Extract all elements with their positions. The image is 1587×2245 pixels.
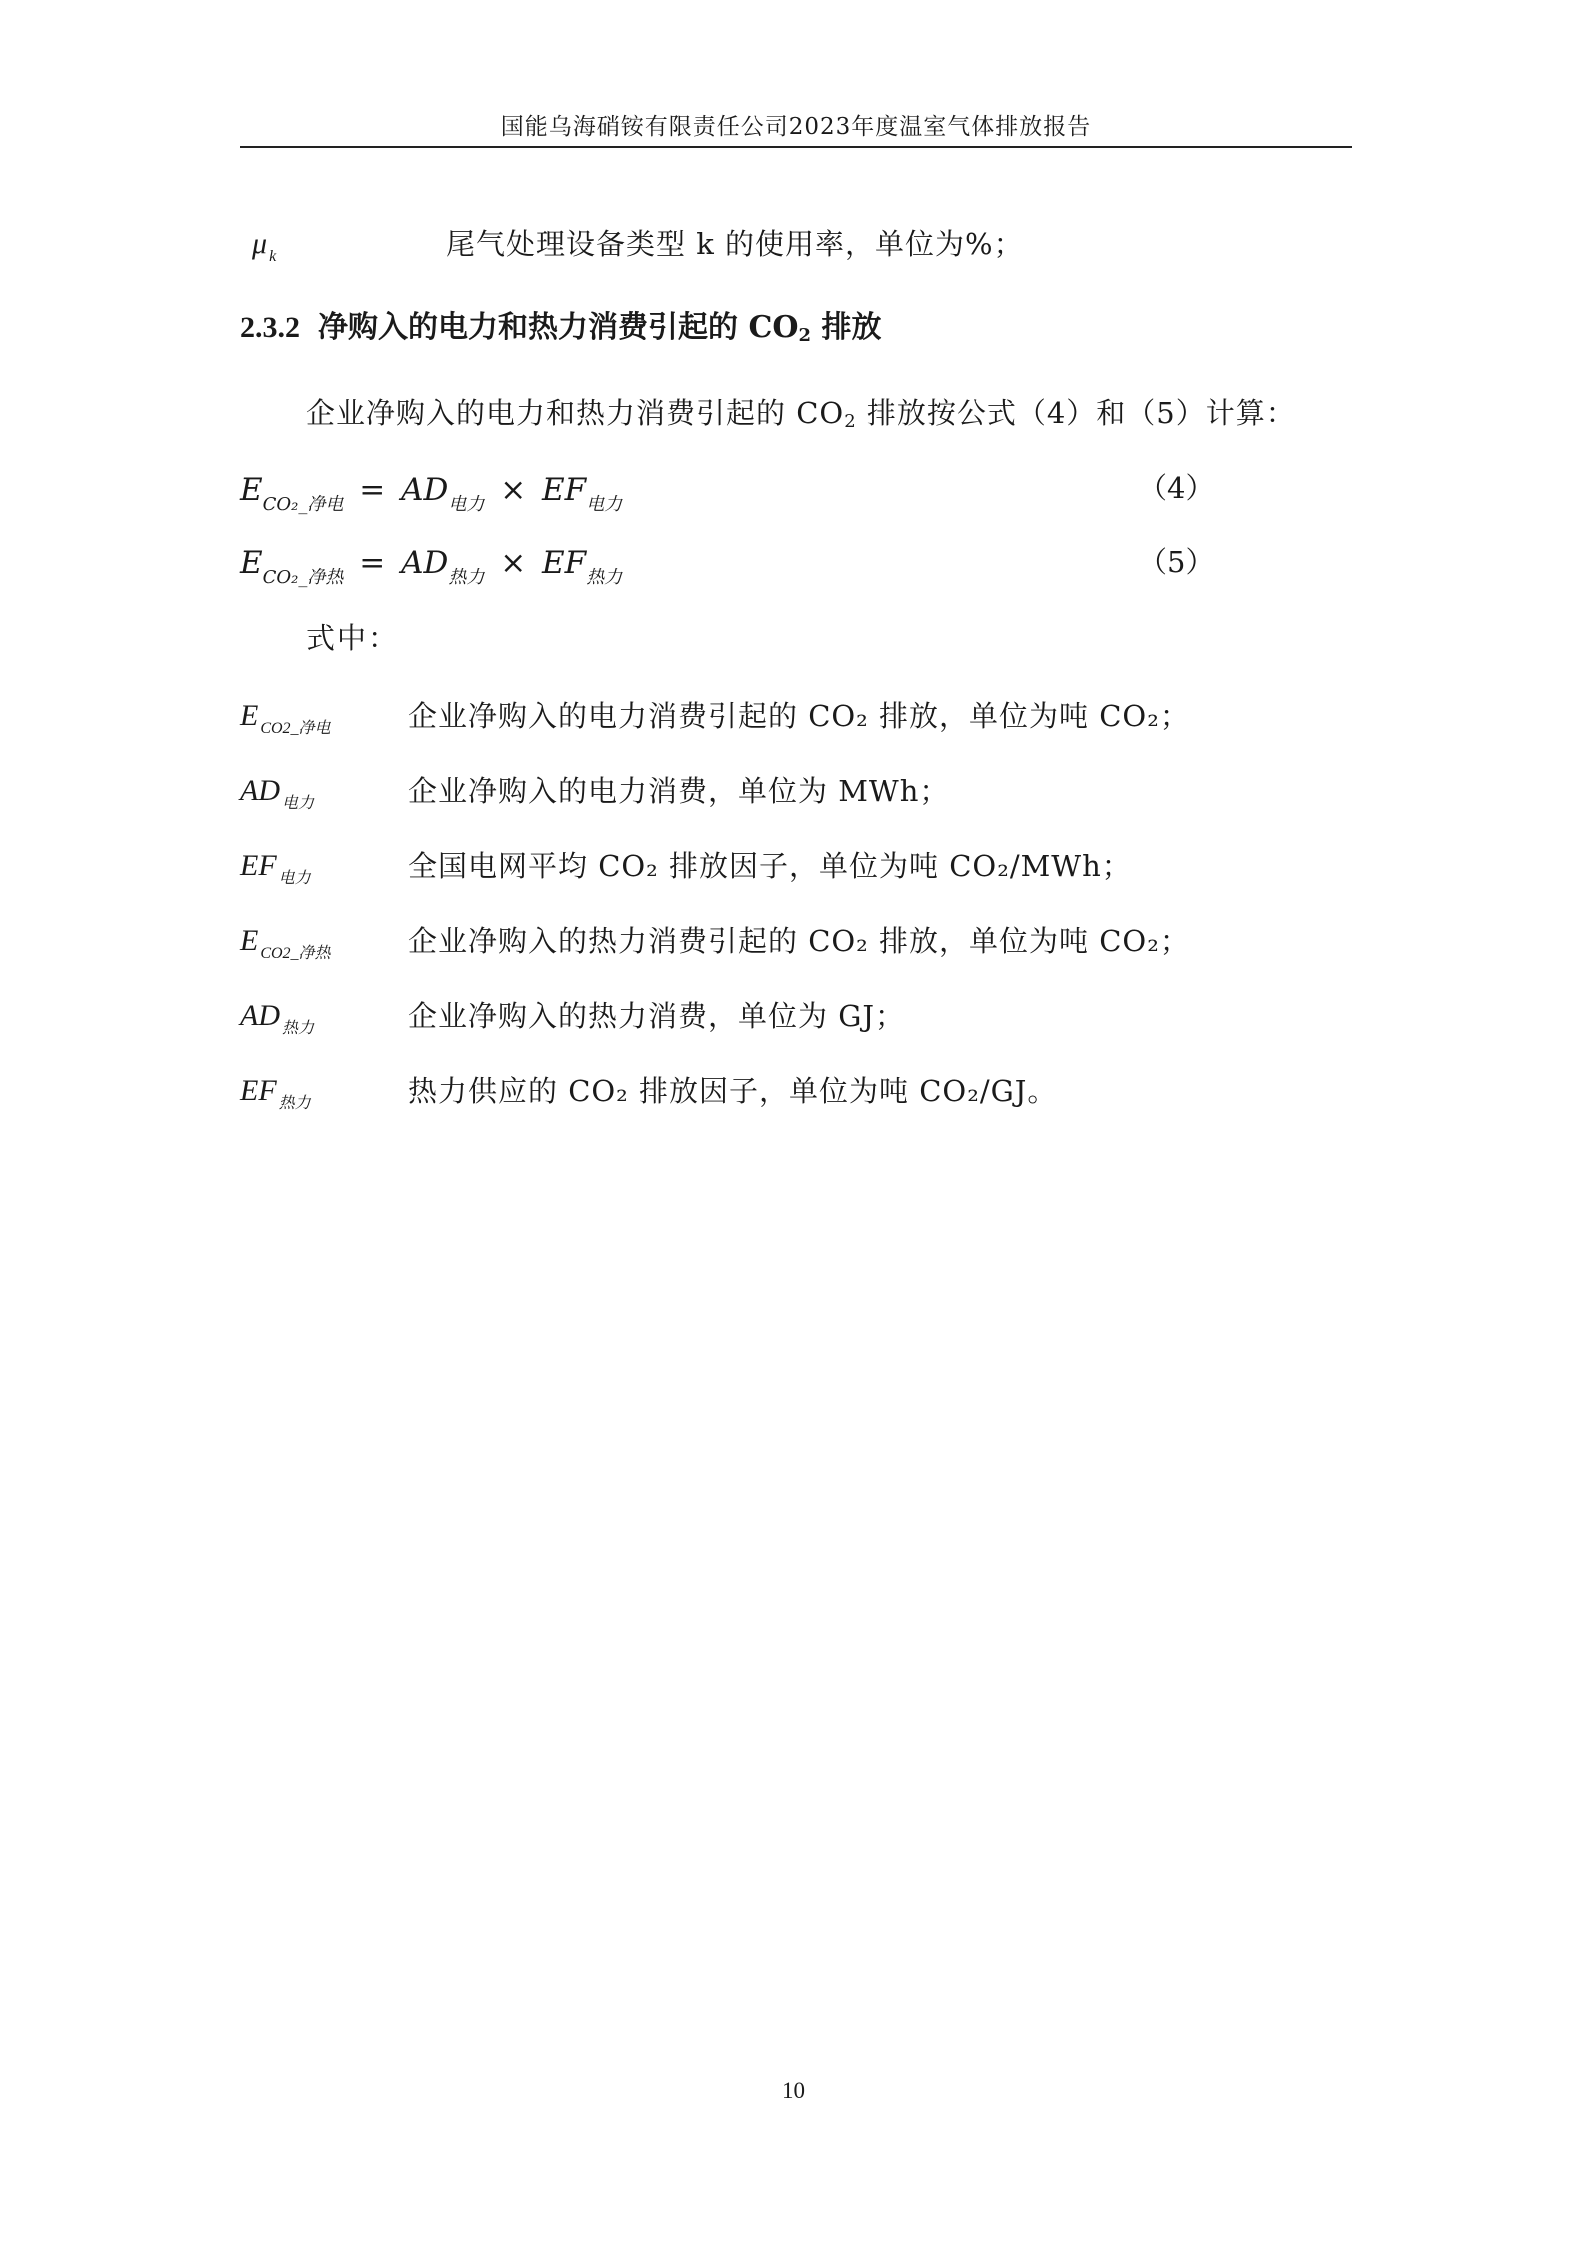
equation-number-4: （4） (1138, 471, 1215, 505)
def-subscript: CO2_净热 (260, 945, 331, 962)
formula-4 (240, 468, 622, 517)
def-symbol-e-net-heat (240, 921, 331, 966)
para-after: 排放按公式（4）和（5）计算： (856, 396, 1296, 430)
def-text-e-net-heat: 企业净购入的热力消费引起的 CO₂ 排放，单位为吨 CO₂； (408, 924, 1190, 958)
def-subscript: 热力 (278, 1095, 311, 1112)
def-symbol-ad-heat (240, 996, 314, 1041)
mu-description: 尾气处理设备类型 k 的使用率，单位为%； (446, 227, 1024, 261)
formula-5 (240, 541, 622, 590)
section-title-sub: 2 (798, 325, 811, 346)
section-heading (240, 308, 881, 356)
formula-ef-sub: 电力 (586, 494, 623, 515)
def-symbol: E (240, 699, 259, 732)
formula-lhs: E (240, 472, 263, 508)
def-symbol: E (240, 924, 259, 957)
formula-lhs: E (240, 545, 263, 581)
formula-times: × (500, 545, 527, 581)
formula-ef: EF (542, 472, 587, 508)
formula-ad: AD (401, 545, 449, 581)
page-header: 国能乌海硝铵有限责任公司2023年度温室气体排放报告 (500, 114, 1092, 140)
formula-ad: AD (401, 472, 449, 508)
def-text-ad-electricity: 企业净购入的电力消费，单位为 MWh； (408, 774, 950, 808)
def-subscript: 电力 (282, 795, 315, 812)
def-symbol: AD (240, 774, 280, 807)
page-number: 10 (782, 2078, 805, 2103)
para-sub: 2 (844, 411, 857, 432)
formula-lhs-sub: CO₂_净电 (262, 494, 344, 515)
def-text-ef-heat: 热力供应的 CO₂ 排放因子，单位为吨 CO₂/GJ。 (408, 1074, 1058, 1108)
def-subscript: CO2_净电 (260, 720, 331, 737)
def-symbol-ef-electricity (240, 846, 311, 891)
formula-equals: = (359, 472, 386, 508)
section-number: 2.3.2 (240, 311, 300, 344)
def-symbol-e-net-electricity (240, 696, 331, 741)
intro-paragraph (306, 393, 1296, 442)
formula-ad-sub: 电力 (448, 494, 485, 515)
where-label: 式中： (306, 621, 400, 655)
formula-equals: = (359, 545, 386, 581)
formula-ef: EF (542, 545, 587, 581)
formula-lhs-sub: CO₂_净热 (262, 567, 344, 588)
para-before: 企业净购入的电力和热力消费引起的 CO (306, 396, 845, 430)
section-title-prefix: 净购入的电力和热力消费引起的 CO (318, 310, 799, 345)
def-symbol: EF (240, 1074, 277, 1107)
symbol-mu-k (252, 224, 276, 269)
def-symbol-ef-heat (240, 1071, 311, 1116)
equation-number-5: （5） (1138, 545, 1215, 579)
section-title-suffix: 排放 (811, 310, 882, 345)
def-symbol: EF (240, 849, 277, 882)
symbol-mu: μ (252, 227, 268, 260)
def-symbol: AD (240, 999, 280, 1032)
def-text-ad-heat: 企业净购入的热力消费，单位为 GJ； (408, 999, 906, 1033)
def-subscript: 电力 (278, 870, 311, 887)
def-text-ef-electricity: 全国电网平均 CO₂ 排放因子，单位为吨 CO₂/MWh； (408, 849, 1132, 883)
symbol-mu-subscript: k (269, 248, 277, 265)
def-symbol-ad-electricity (240, 771, 314, 816)
def-subscript: 热力 (282, 1020, 315, 1037)
def-text-e-net-electricity: 企业净购入的电力消费引起的 CO₂ 排放，单位为吨 CO₂； (408, 699, 1190, 733)
formula-ad-sub: 热力 (448, 567, 485, 588)
formula-ef-sub: 热力 (586, 567, 623, 588)
header-rule (240, 146, 1352, 148)
formula-times: × (500, 472, 527, 508)
